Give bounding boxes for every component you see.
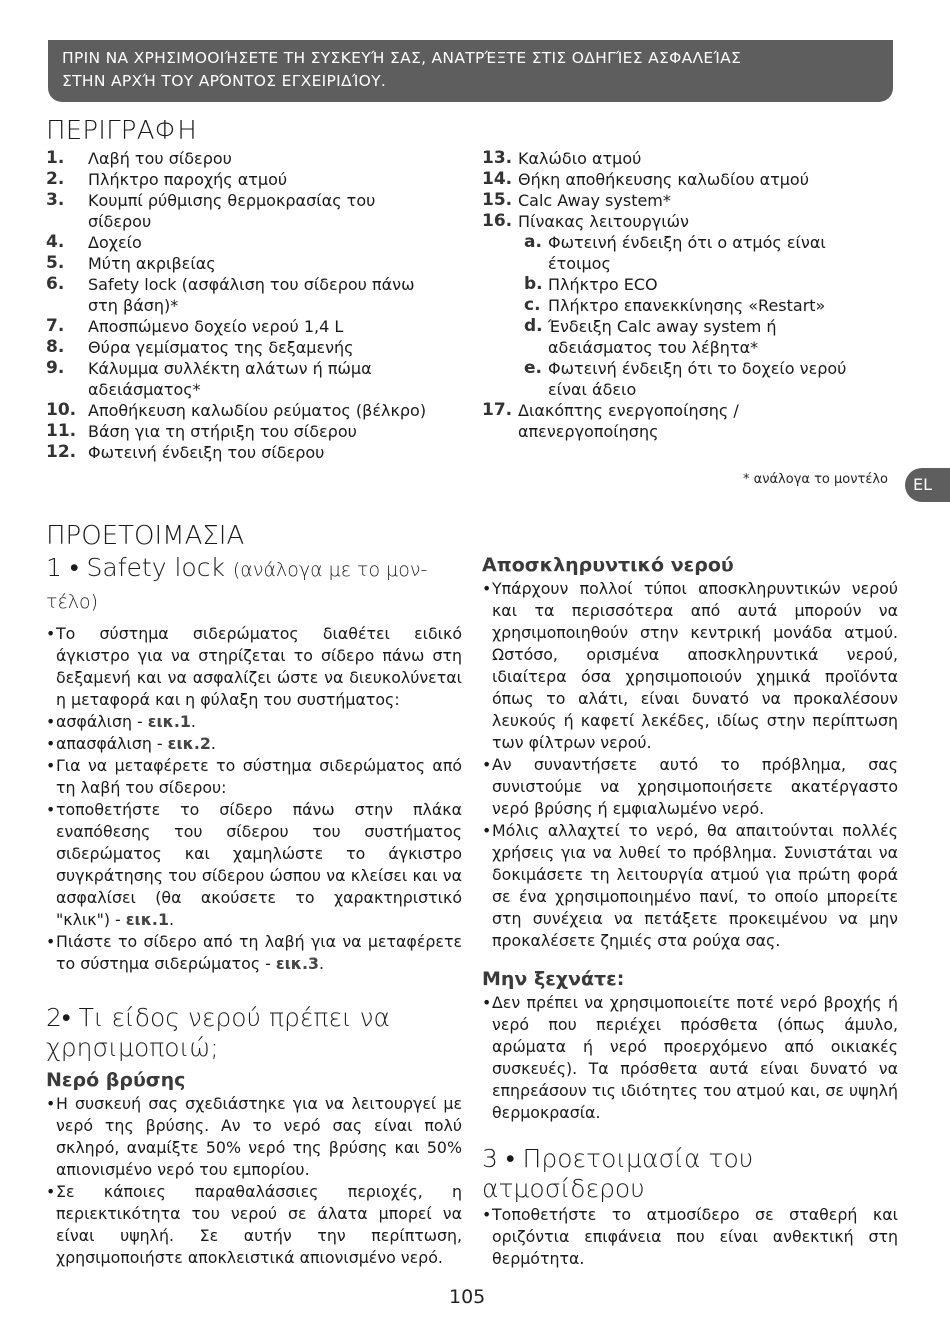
list-item [46,169,436,190]
item-number: 4. [46,232,65,252]
safety-lock-bullets [46,623,462,975]
bullet-item: • Σε κάποιες παραθαλάσσιες περιοχές, η περιεκτικότητα του νερού σε άλατα μπορεί να είναι υψηλή. Σε αυτήν την περίπτωση, χρησιμοποιήστε αποκλειστικά απιονισμένο νερό. [46,1181,462,1269]
item-number: c. [524,295,541,315]
figure-reference: εικ.1 [147,712,191,731]
item-text: Κουμπί ρύθμισης θερμοκρασίας του σίδερου [88,191,376,231]
item-number: b. [524,274,543,294]
bullet-item: • Τοποθετήστε το ατμοσίδερο σε σταθερή και οριζόντια επιφάνεια που είναι ανθεκτική στη θερμότητα. [482,1204,898,1270]
preparation-title: ΠΡΟΕΤΟΙΜΑΣΙΑ [46,521,245,551]
description-list-right [482,148,882,232]
list-item [482,400,882,442]
description-left-column [46,116,436,463]
list-item [46,253,436,274]
steam-iron-prep-title: 3 • Προετοιμασία του ατμοσίδερου [482,1144,754,1203]
model-note: * ανάλογα το μοντέλο [743,472,888,487]
bullet-item [46,755,462,799]
item-number: 3. [46,190,65,210]
item-text: Δοχείο [88,233,142,252]
item-number: 9. [46,358,65,378]
list-item [524,295,882,316]
item-text: Φωτεινή ένδειξη ότι ο ατμός είναι έτοιμος [548,233,826,273]
bullet-text: ασφάλιση - [56,712,148,731]
list-item [46,442,436,463]
item-text: Καλώδιο ατμού [518,149,642,168]
item-text: Λαβή του σίδερου [88,149,232,168]
safety-lock-heading [46,553,462,617]
item-number: 12. [46,442,77,462]
dont-forget-bullets [482,992,898,1124]
dont-forget-title: Μην ξεχνάτε: [482,968,625,990]
bullet-text: απασφάλιση - [56,734,168,753]
bullet-text: τοποθετήστε το σίδερο πάνω στην πλάκα εναπόθεσης του σίδερου του συστήματος σιδερώματος και χαμηλώστε το άγκιστρο συγκράτησης του σίδερου ώσπου να κλείσει και να ασφαλίσει (θα ακούσετε το χαρακτηριστικό "κλικ") - [56,800,462,929]
list-item [46,400,436,421]
list-item [482,148,882,169]
bullet-item: • Η συσκευή σας σχεδιάστηκε για να λειτουργεί με νερό της βρύσης. Αν το νερό σας είναι πολύ σκληρό, αναμίξτε 50% νερό της βρύσης και 50% απιονισμένο νερό του εμπορίου. [46,1093,462,1181]
bullet-item [46,711,462,733]
item-number: 7. [46,316,65,336]
list-item [482,211,882,232]
description-title: ΠΕΡΙΓΡΑΦΗ [46,116,197,146]
list-item [524,316,882,358]
item-text: Φωτεινή ένδειξη ότι το δοχείο νερού είναι άδειο [548,359,847,399]
item-number: 13. [482,148,513,168]
item-number: 11. [46,421,77,441]
item-number: 1. [46,148,65,168]
list-item [46,316,436,337]
figure-reference: εικ.3 [275,954,320,973]
item-number: 10. [46,400,77,420]
water-softener-title: Αποσκληρυντικό νερού [482,554,734,576]
item-number: 15. [482,190,513,210]
bullet-text: Πιάστε το σίδερο από τη λαβή για να μεταφέρετε το σύστημα σιδερώματος - [56,932,462,973]
bullet-text: Το σύστημα σιδερώματος διαθέτει ειδικό άγκιστρο για να στηρίζεται το σίδερο πάνω στη δεξαμενή και να ασφαλίζει ώστε να διευκολύνεται η μεταφορά και η φύλαξη του συστήματος: [56,624,462,709]
tap-water-title: Νερό βρύσης [46,1069,186,1091]
list-item [524,274,882,295]
bullet-trailing: . [168,910,174,929]
item-text: Βάση για τη στήριξη του σίδερου [88,422,357,441]
item-text: Πλήκτρο ECO [548,275,658,294]
language-tab: EL [905,468,950,502]
item-text: Ένδειξη Calc away system ή αδειάσματος του λέβητα* [548,317,777,357]
water-softener-bullets [482,578,898,952]
safety-banner [48,40,893,102]
preparation-right-column [482,552,898,1270]
item-text: Αποσπώμενο δοχείο νερού 1,4 L [88,317,344,336]
bullet-trailing: . [190,712,196,731]
item-number: e. [524,358,542,378]
bullet-item [46,931,462,975]
tap-water-bullets [46,1093,462,1269]
item-number: 6. [46,274,65,294]
item-number: 5. [46,253,65,273]
banner-line-2: ΣΤΗΝ ΑΡΧΉ ΤΟΥ ΑΡΌΝΤΟΣ ΕΓΧΕΙΡΙΔΊΟΥ. [62,72,387,90]
item-text: Κάλυμμα συλλέκτη αλάτων ή πώμα αδειάσματος* [88,359,372,399]
item-text: Πλήκτρο επανεκκίνησης «Restart» [548,296,826,315]
list-item [46,148,436,169]
list-item [46,190,436,232]
page-number: 105 [449,1286,486,1308]
bullet-item: • Αν συναντήσετε αυτό το πρόβλημα, σας συνιστούμε να χρησιμοποιήσετε ακατέργαστο νερό βρύσης ή εμφιαλωμένο νερό. [482,754,898,820]
item-number: 8. [46,337,65,357]
bullet-item [46,799,462,931]
list-item [482,169,882,190]
item-number: 2. [46,169,65,189]
bullet-trailing: . [210,734,216,753]
item-number: a. [524,232,542,252]
safety-lock-title: 1 • Safety lock [46,553,225,582]
bullet-item: • Μόλις αλλαχτεί το νερό, θα απαιτούνται πολλές χρήσεις για να λυθεί το πρόβλημα. Συνιστάται να δοκιμάσετε τη λειτουργία ατμού για πρώτη φορά σε ένα χρησιμοποιημένο πανί, το οποίο μπορείτε στη συνέχεια να πετάξετε προκειμένου να μην προκαλέσετε ζημιές στα ρούχα σας. [482,820,898,952]
item-text: Calc Away system* [518,191,671,210]
description-list-last [482,400,882,442]
figure-reference: εικ.2 [167,734,211,753]
item-text: Φωτεινή ένδειξη του σίδερου [88,443,325,462]
water-type-title: 2• Τι είδος νερού πρέπει να χρησιμοποιώ; [46,1003,391,1062]
bullet-item [46,733,462,755]
item-number: 16. [482,211,513,231]
bullet-item [46,623,462,711]
list-item [46,274,436,316]
list-item [524,358,882,400]
list-item [46,232,436,253]
steam-iron-prep-bullets [482,1204,898,1270]
bullet-trailing: . [319,954,325,973]
item-number: 14. [482,169,513,189]
list-item [46,358,436,400]
list-item [524,232,882,274]
item-text: Μύτη ακριβείας [88,254,216,273]
bullet-item: • Δεν πρέπει να χρησιμοποιείτε ποτέ νερό βροχής ή νερό που περιέχει πρόσθετα (όπως άμυλο, αρώματα ή νερό προερχόμενο από οικιακές συσκευές). Τα πρόσθετα αυτά είναι δυνατό να επηρεάσουν τις ιδιότητες του ατμού και, σε υψηλή θερμοκρασία. [482,992,898,1124]
list-item [46,421,436,442]
item-text: Θύρα γεμίσματος της δεξαμενής [88,338,354,357]
item-text: Διακόπτης ενεργοποίησης / απενεργοποίησης [518,401,739,441]
item-text: Πλήκτρο παροχής ατμού [88,170,288,189]
description-list-left [46,148,436,463]
item-number: d. [524,316,543,336]
list-item [482,190,882,211]
safety-lock-suffix: (ανάλογα με το μον-τέλο) [46,559,428,613]
preparation-left-column [46,521,462,1269]
bullet-item: • Υπάρχουν πολλοί τύποι αποσκληρυντικών νερού και τα περισσότερα από αυτά μπορούν να χρησιμοποιηθούν στην κεντρική μονάδα ατμού. Ωστόσο, ορισμένα αποσκληρυντικά νερού, ιδιαίτερα όσα χρησιμοποιούν χημικά προϊόντα όπως το αλάτι, είναι δυνατό να προκαλέσουν λευκούς ή καφετί λεκέδες, ιδίως στην περίπτωση των φίλτρων νερού. [482,578,898,754]
function-panel-sublist [524,232,882,400]
item-text: Αποθήκευση καλωδίου ρεύματος (βέλκρο) [88,401,427,420]
bullet-text: Για να μεταφέρετε το σύστημα σιδερώματος από τη λαβή του σίδερου: [56,756,462,797]
description-right-column [482,148,882,442]
list-item [46,337,436,358]
banner-line-1: ΠΡΙΝ ΝΑ ΧΡΗΣΙΜΟΟΙΉΣΕΤΕ ΤΗ ΣΥΣΚΕΥΉ ΣΑΣ, ΑΝΑΤΡΈΞΤΕ ΣΤΙΣ ΟΔΗΓΊΕΣ ΑΣΦΑΛΕΊΑΣ [62,49,742,67]
item-text: Θήκη αποθήκευσης καλωδίου ατμού [518,170,809,189]
item-text: Πίνακας λειτουργιών [518,212,689,231]
item-text: Safety lock (ασφάλιση του σίδερου πάνω στη βάση)* [88,275,415,315]
figure-reference: εικ.1 [125,910,169,929]
item-number: 17. [482,400,513,420]
